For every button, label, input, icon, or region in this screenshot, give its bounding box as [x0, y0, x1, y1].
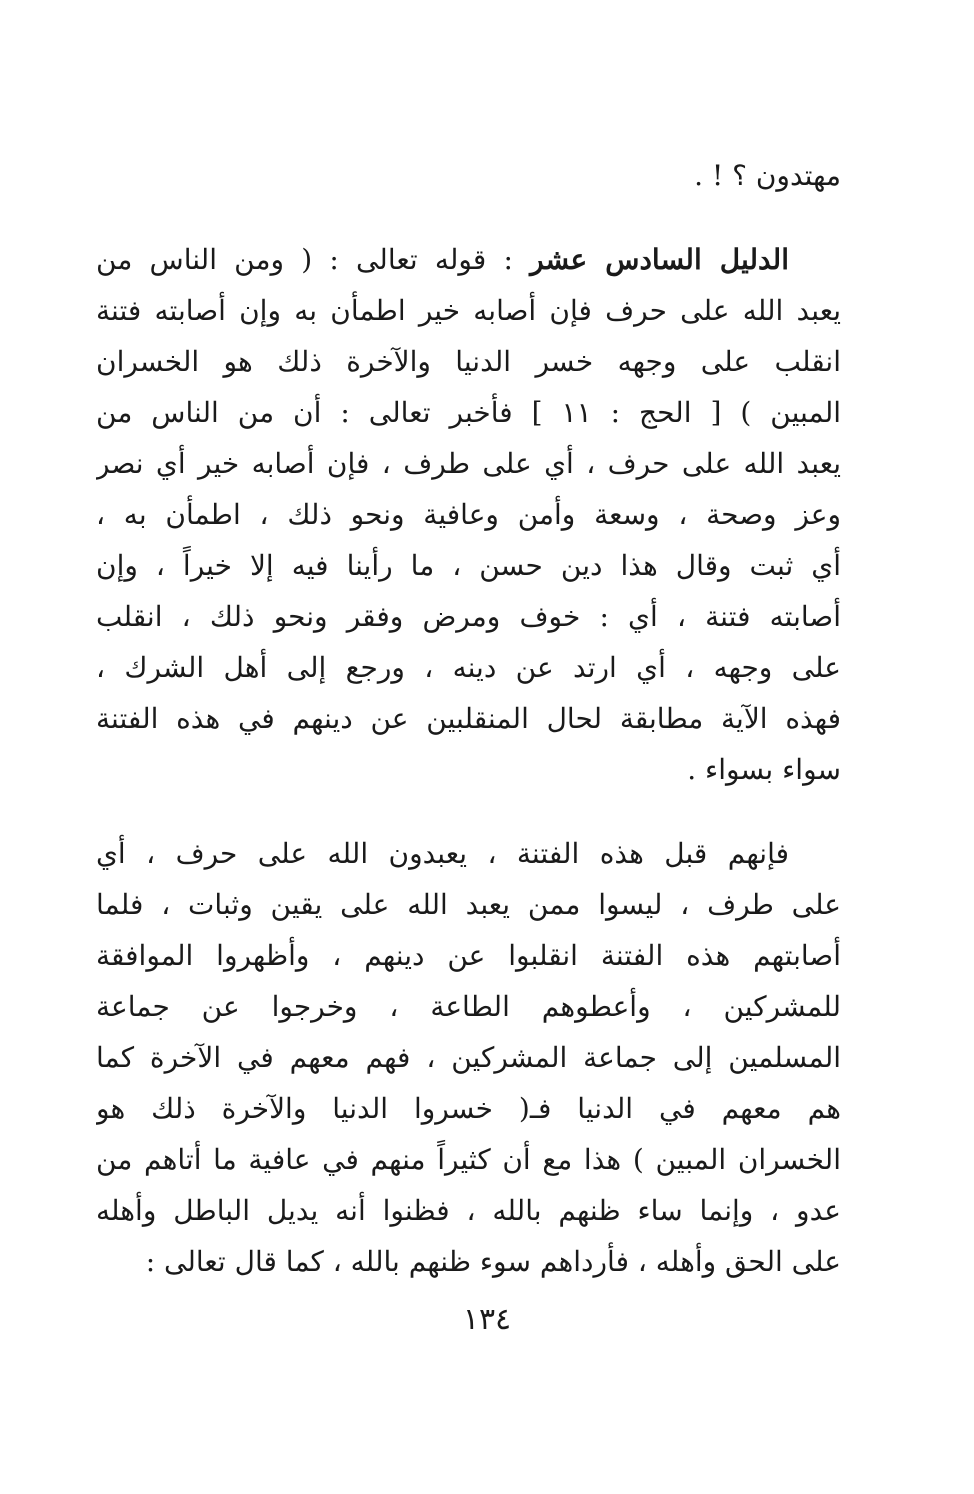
paragraph-line: الخسران المبين ) هذا مع أن كثيراً منهم في عافية ما أتاهم من: [96, 1143, 841, 1176]
paragraph-line: انقلب على وجهه خسر الدنيا والآخرة ذلك هو الخسران: [96, 345, 841, 378]
paragraph-line: فهذه الآية مطابقة لحال المنقلبين عن دينهم في هذه الفتنة: [96, 702, 841, 735]
paragraph-apostates: [96, 828, 841, 1287]
paragraph-line: أصابتهم هذه الفتنة انقلبوا عن دينهم ، وأظهروا الموافقة: [96, 939, 841, 972]
paragraph-line: أصابته فتنة ، أي : خوف ومرض وفقر ونحو ذلك ، انقلب: [96, 600, 841, 633]
paragraph-evidence-sixteen: [96, 234, 841, 795]
paragraph-line: يعبد الله على حرف ، أي على طرف ، فإن أصابه خير أي نصر: [96, 447, 841, 480]
paragraph-first-line: [96, 828, 841, 879]
first-line-text: : قوله تعالى : ( ومن الناس من: [96, 243, 531, 276]
paragraph-line: للمشركين ، وأعطوهم الطاعة ، وخرجوا عن جماعة: [96, 990, 841, 1023]
paragraph-line: المبين ) [ الحج : ١١ ] فأخبر تعالى : أن من الناس من: [96, 396, 841, 429]
opening-line: مهتدون ؟ ! .: [694, 159, 841, 192]
section-heading: الدليل السادس عشر: [530, 243, 789, 276]
first-line-text: فإنهم قبل هذه الفتنة ، يعبدون الله على حرف ، أي: [96, 837, 789, 870]
paragraph-first-line: [96, 234, 841, 285]
paragraph-last-line: على الحق وأهله ، فأرداهم سوء ظنهم بالله ، كما قال تعالى :: [145, 1245, 841, 1278]
paragraph-line: المسلمين إلى جماعة المشركين ، فهم معهم في الآخرة كما: [96, 1041, 841, 1074]
paragraph-line: على طرف ، ليسوا ممن يعبد الله على يقين وثبات ، فلما: [96, 888, 841, 921]
paragraph-line: وعز وصحة ، وسعة وأمن وعافية ونحو ذلك ، اطمأن به ،: [96, 498, 841, 531]
paragraph-line: أي ثبت وقال هذا دين حسن ، ما رأينا فيه إلا خيراً ، وإن: [96, 549, 841, 582]
paragraph-line: على وجهه ، أي ارتد عن دينه ، ورجع إلى أهل الشرك ،: [96, 651, 841, 684]
paragraph-line: يعبد الله على حرف فإن أصابه خير اطمأن به وإن أصابته فتنة: [96, 294, 841, 327]
page-number: ١٣٤: [462, 1302, 512, 1337]
paragraph-line: هم معهم في الدنيا فـ( خسروا الدنيا والآخرة ذلك هو: [96, 1092, 841, 1125]
paragraph-last-line: سواء بسواء .: [687, 753, 841, 786]
opening-line-block: [96, 150, 841, 201]
paragraph-line: عدو ، وإنما ساء ظنهم بالله ، فظنوا أنه يديل الباطل وأهله: [96, 1194, 841, 1227]
